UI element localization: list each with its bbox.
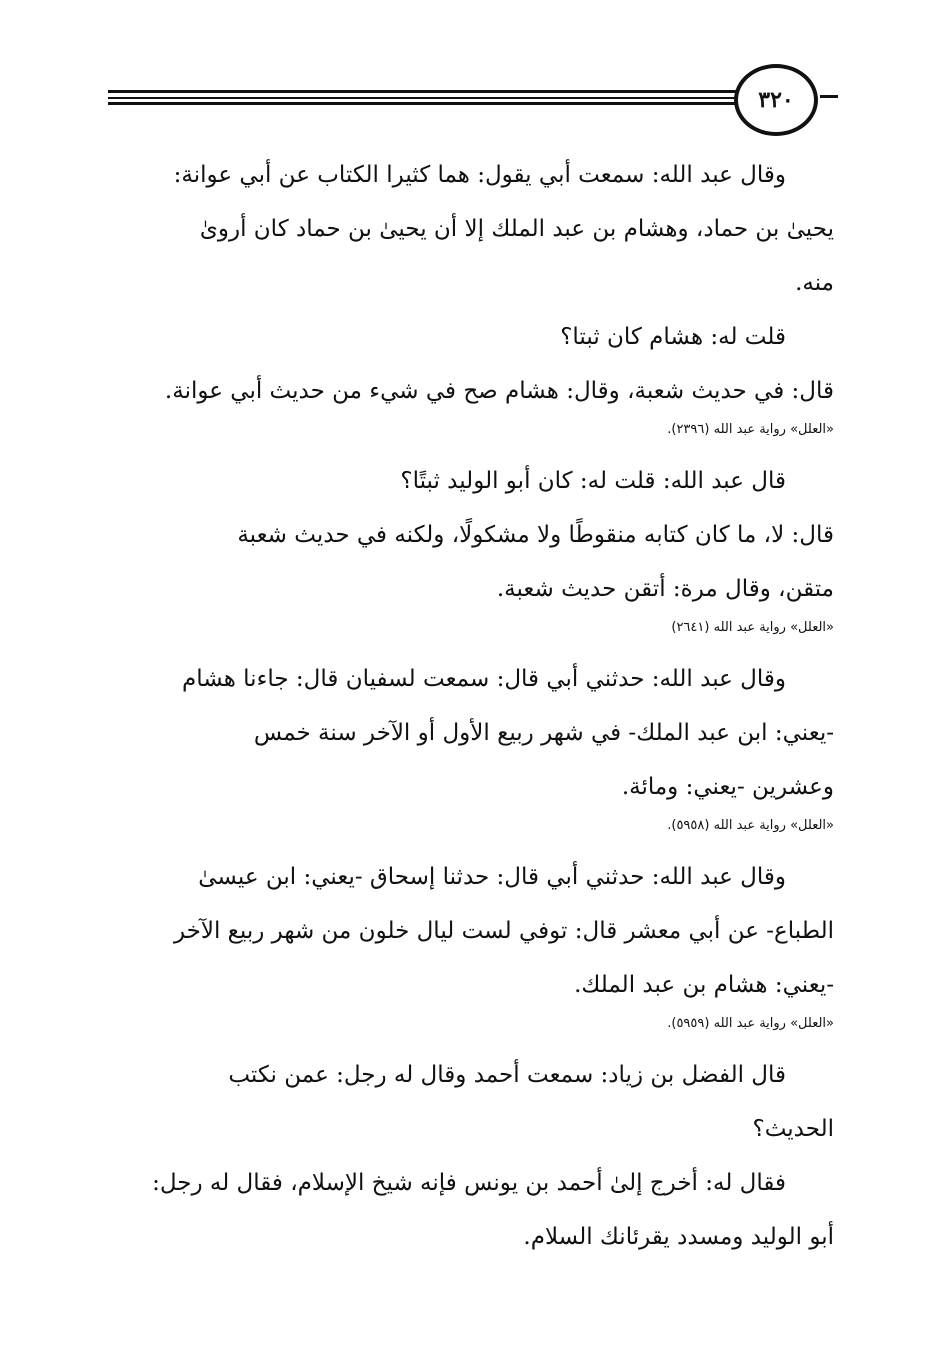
paragraph: [108, 850, 834, 1012]
text-line: -يعني: ابن عبد الملك- في شهر ربيع الأول أو الآخر سنة خمس: [253, 720, 834, 746]
paragraph: [108, 148, 834, 310]
header-rule: [108, 97, 738, 99]
text-line: قال الفضل بن زياد: سمعت أحمد وقال له رجل: عمن نكتب: [228, 1062, 786, 1088]
text-line: قال: في حديث شعبة، وقال: هشام صح في شيء من حديث أبي عوانة.: [164, 378, 834, 404]
text-line: قال عبد الله: قلت له: كان أبو الوليد ثبتًا؟: [400, 468, 786, 494]
text-line: متقن، وقال مرة: أتقن حديث شعبة.: [496, 576, 834, 602]
paragraph: [108, 454, 834, 508]
text-line: قلت له: هشام كان ثبتا؟: [560, 324, 786, 350]
header-rule: [108, 90, 738, 93]
source-citation: «العلل» رواية عبد الله (٥٩٥٨).: [667, 818, 834, 833]
paragraph: [108, 1048, 834, 1156]
text-line: يحيىٰ بن حماد، وهشام بن عبد الملك إلا أن يحيىٰ بن حماد كان أروىٰ: [199, 216, 834, 242]
text-line: وقال عبد الله: حدثني أبي قال: حدثنا إسحاق -يعني: ابن عيسىٰ: [198, 864, 786, 890]
text-line: فقال له: أخرج إلىٰ أحمد بن يونس فإنه شيخ الإسلام، فقال له رجل:: [152, 1170, 786, 1196]
source-citation: «العلل» رواية عبد الله (٢٣٩٦).: [667, 422, 834, 437]
text-line: -يعني: هشام بن عبد الملك.: [574, 972, 834, 998]
text-line: أبو الوليد ومسدد يقرئانك السلام.: [523, 1224, 834, 1250]
source-citation: «العلل» رواية عبد الله (٢٦٤١): [671, 620, 834, 635]
paragraph: [108, 508, 834, 616]
paragraph: [108, 1156, 834, 1264]
paragraph: [108, 310, 834, 364]
header-rule-end: [820, 95, 838, 98]
text-line: منه.: [795, 270, 834, 296]
paragraph: [108, 652, 834, 814]
text-line: وقال عبد الله: حدثني أبي قال: سمعت لسفيان قال: جاءنا هشام: [181, 666, 786, 692]
page-header: [0, 62, 938, 142]
page-body: [108, 148, 834, 1264]
text-line: قال: لا، ما كان كتابه منقوطًا ولا مشكولًا، ولكنه في حديث شعبة: [237, 522, 834, 548]
page-number: ٣٢٠: [734, 64, 818, 136]
source-citation: «العلل» رواية عبد الله (٥٩٥٩).: [667, 1016, 834, 1031]
header-rule: [108, 102, 738, 105]
text-line: الحديث؟: [752, 1116, 834, 1142]
text-line: الطباع- عن أبي معشر قال: توفي لست ليال خلون من شهر ربيع الآخر: [173, 918, 834, 944]
text-line: وقال عبد الله: سمعت أبي يقول: هما كثيرا الكتاب عن أبي عوانة:: [173, 162, 786, 188]
text-line: وعشرين -يعني: ومائة.: [621, 774, 834, 800]
paragraph: [108, 364, 834, 418]
